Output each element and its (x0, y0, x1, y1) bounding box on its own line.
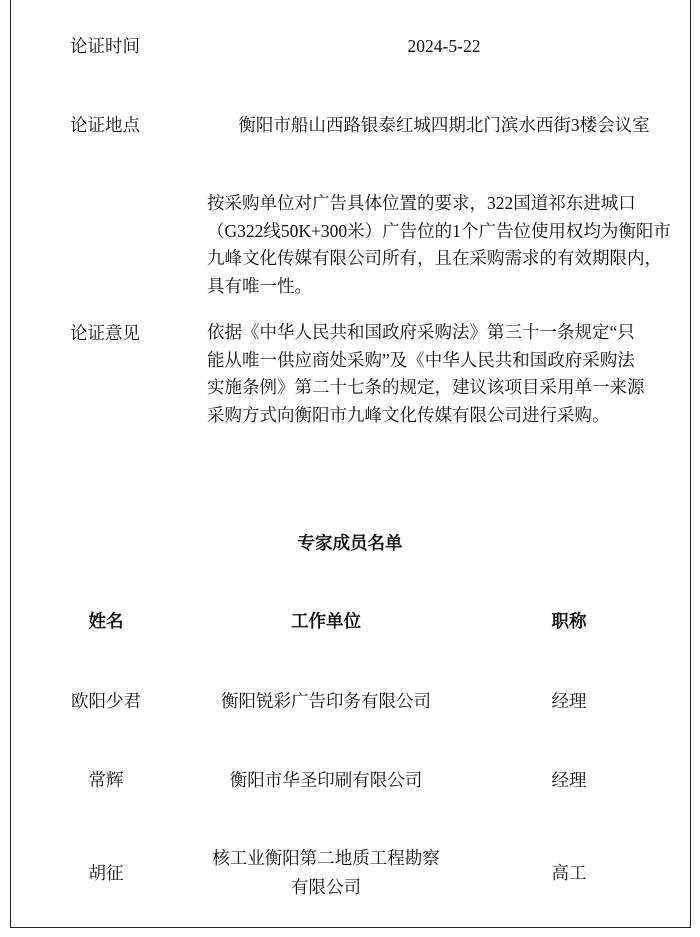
paragraph-line: 九峰文化传媒有限公司所有，且在采购需求的有效期限内， (207, 248, 662, 269)
header-unit: 工作单位 (291, 611, 361, 631)
expert-unit-line: 核工业衡阳第二地质工程勘察 (212, 848, 440, 868)
opinion-paragraph-1 (207, 190, 685, 301)
expert-name: 欧阳少君 (71, 691, 141, 711)
place-value: 衡阳市船山西路银泰红城四期北门滨水西街3楼会议室 (238, 115, 650, 135)
time-label: 论证时间 (70, 36, 140, 56)
expert-unit: 衡阳市华圣印刷有限公司 (229, 770, 423, 790)
paragraph-line: 依据《中华人民共和国政府采购法》第三十一条规定“只 (207, 322, 635, 342)
header-position: 职称 (551, 611, 587, 631)
expert-unit: 衡阳锐彩广告印务有限公司 (221, 691, 431, 711)
paragraph-line: 具有唯一性。 (207, 276, 312, 297)
expert-unit (176, 844, 476, 902)
expert-position: 经理 (551, 770, 587, 790)
paragraph-line: 实施条例》第二十七条的规定，建议该项目采用单一来源 (207, 377, 645, 398)
opinion-label: 论证意见 (70, 323, 140, 343)
place-label: 论证地点 (70, 115, 140, 135)
experts-title: 专家成员名单 (297, 533, 403, 553)
paragraph-line: 能从唯一供应商处采购”及《中华人民共和国政府采购法 (207, 349, 635, 370)
expert-name: 胡征 (88, 863, 124, 883)
paragraph-line: （G322线50K+300米）广告位的1个广告位使用权均为衡阳市 (207, 220, 671, 241)
expert-unit-line: 有限公司 (291, 877, 361, 897)
time-value: 2024-5-22 (407, 36, 481, 56)
expert-position: 高工 (551, 863, 587, 883)
paragraph-line: 采购方式向衡阳市九峰文化传媒有限公司进行采购。 (207, 405, 610, 426)
opinion-paragraph-2 (207, 319, 685, 430)
paragraph-line: 按采购单位对广告具体位置的要求，322国道祁东进城口 (207, 193, 636, 213)
expert-position: 经理 (551, 691, 587, 711)
header-name: 姓名 (88, 611, 124, 631)
expert-name: 常辉 (88, 770, 124, 790)
